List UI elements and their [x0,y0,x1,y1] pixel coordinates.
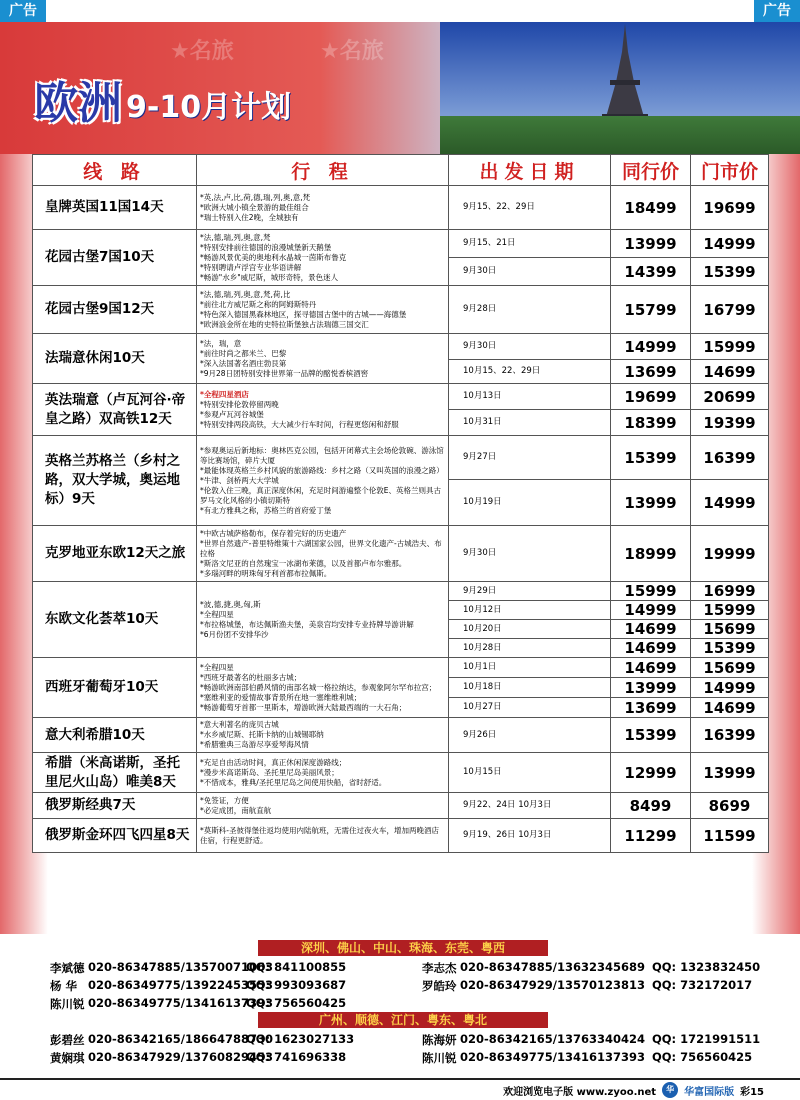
contact-qq: QQ: 756560425 [652,1050,753,1064]
feature-line: *伦敦入住三晚，真正深度休闲，充足时间游遍整个伦敦E、英格兰则具古罗马文化风格的小镇切斯特 [200,485,441,505]
feature-line: *有北方雅典之称，苏格兰的首府爱丁堡 [200,505,332,515]
departure-date: 9月15、21日 [449,230,611,258]
departure-date: 9月30日 [449,526,611,582]
route-features [197,793,449,819]
table-row [33,582,769,601]
departure-date: 10月15、22、29日 [449,360,611,384]
contact-qq: QQ: 1721991511 [652,1032,761,1046]
contact-phone: 020-86347929/13570123813 [460,978,646,992]
contact-phone: 020-86347885/13632345689 [460,960,646,974]
route-name: 东欧文化荟萃10天 [33,582,197,658]
feature-line: *免签证，方便 [200,795,249,805]
feature-line: *西班牙最著名的杜丽多古城； [200,672,302,682]
feature-line: *畅游风景优美的奥地利水晶城一茵斯布鲁克 [200,252,347,262]
hero-banner [0,22,800,154]
feature-line: *特别安排前往德国的浪漫城堡新天鹅堡 [200,242,332,252]
peer-price: 13699 [611,698,691,718]
table-row [33,230,769,258]
table-row [33,753,769,793]
peer-price: 13999 [611,230,691,258]
route-features [197,658,449,718]
feature-line: *法,德,瑞,列,奥,意,梵 [200,232,271,242]
departure-date: 9月28日 [449,286,611,334]
departure-date: 9月19、26日 10月3日 [449,819,611,853]
route-name: 花园古堡9国12天 [33,286,197,334]
route-features [197,819,449,853]
table-body [33,186,769,853]
retail-price: 19999 [691,526,769,582]
retail-price: 15399 [691,639,769,658]
feature-line: *英,法,卢,比,荷,德,瑞,列,奥,意,梵 [200,192,311,202]
table-row [33,384,769,410]
retail-price: 14699 [691,360,769,384]
retail-price: 14999 [691,678,769,698]
route-name: 西班牙葡萄牙10天 [33,658,197,718]
peer-price: 13999 [611,678,691,698]
peer-price: 18499 [611,186,691,230]
departure-date: 10月15日 [449,753,611,793]
feature-line: *6月份团不安排华沙 [200,629,269,639]
feature-line: *瑞士特别入住2晚，全城独有 [200,212,299,222]
departure-date: 10月1日 [449,658,611,678]
retail-price: 8699 [691,793,769,819]
retail-price: 15999 [691,601,769,620]
feature-line: *水乡威尼斯、托斯卡纳的山城锡耶纳 [200,730,324,739]
retail-price: 14699 [691,698,769,718]
table-row [33,436,769,480]
contact-name: 陈川锐 [422,1051,457,1065]
table-row [33,658,769,678]
table-row [33,718,769,753]
contact-phone: 020-86349775/13922453553 [88,978,274,992]
route-features [197,436,449,526]
peer-price: 15999 [611,582,691,601]
feature-line: *不惜成本，雅典/圣托里尼岛之间使用快船，省时舒适。 [200,777,387,787]
tree-line [440,116,800,154]
header-retail-price: 门市价 [691,155,769,186]
route-price-table [32,154,769,853]
feature-line: *特色深入德国黑森林地区，探寻德国古堡中的古城——海德堡 [200,309,407,319]
table-header-row [33,155,769,186]
route-name: 皇牌英国11国14天 [33,186,197,230]
contact-row [50,1032,770,1050]
contact-name: 罗皓玲 [422,979,457,993]
departure-date: 10月20日 [449,620,611,639]
contact-row [50,978,770,996]
departure-date: 10月18日 [449,678,611,698]
feature-line: *特别安排伦敦停留两晚 [200,399,279,409]
departure-date: 10月13日 [449,384,611,410]
peer-price: 19699 [611,384,691,410]
contact-phone: 020-86347885/13570071063 [88,960,274,974]
route-features [197,186,449,230]
feature-line: *欧洲大城小镇全景游的最佳组合 [200,202,309,212]
peer-price: 8499 [611,793,691,819]
departure-date: 10月27日 [449,698,611,718]
peer-price: 15399 [611,436,691,480]
retail-price: 16999 [691,582,769,601]
route-name: 英法瑞意（卢瓦河谷·帝皇之路）双高铁12天 [33,384,197,436]
table-row [33,186,769,230]
route-features [197,753,449,793]
feature-line: *牛津、剑桥两大大学城 [200,475,279,485]
contact-qq: QQ: 1323832450 [652,960,761,974]
ad-label-left: 广告 [0,0,46,22]
contact-qq: QQ: 756560425 [246,996,347,1010]
route-features [197,286,449,334]
table-row [33,793,769,819]
feature-line: *全程四星酒店 [200,389,249,399]
retail-price: 15699 [691,620,769,639]
header-departure: 出发日期 [449,155,611,186]
departure-date: 9月30日 [449,258,611,286]
feature-line: *法,德,瑞,列,奥,意,梵,荷,比 [200,289,291,299]
peer-price: 18399 [611,410,691,436]
feature-line: *塞维利亚的爱情故事背景所在地一塞维维利城； [200,692,362,702]
contact-name: 李志杰 [422,961,457,975]
page-title [34,80,291,128]
feature-line: *特别聘请卢浮宫专业华语讲解 [200,262,302,272]
route-features [197,526,449,582]
contact-qq: QQ: 993093687 [246,978,347,992]
departure-date: 9月29日 [449,582,611,601]
footer-page-number: 彩15 [740,1086,764,1098]
peer-price: 12999 [611,753,691,793]
peer-price: 13699 [611,360,691,384]
route-name: 法瑞意休闲10天 [33,334,197,384]
contact-phone: 020-86342165/13763340424 [460,1032,646,1046]
region-header: 深圳、佛山、中山、珠海、东莞、粤西 [258,940,548,956]
contact-name: 黄娴琪 [50,1051,85,1065]
departure-date: 10月12日 [449,601,611,620]
footer-website: 欢迎浏览电子版 www.zyoo.net [503,1086,657,1098]
feature-line: *必定成团，南航直航 [200,805,272,815]
departure-date: 9月22、24日 10月3日 [449,793,611,819]
retail-price: 16399 [691,718,769,753]
departure-date: 10月19日 [449,480,611,526]
contact-phone: 020-86349775/13416137393 [88,996,274,1010]
feature-line: *畅游葡萄牙首都一里斯本，增游欧洲大陆最西端的一大石角； [200,702,407,712]
retail-price: 15699 [691,658,769,678]
feature-line: *前往北方威尼斯之称的阿姆斯特丹 [200,299,317,309]
feature-line: *波,德,捷,奥,匈,斯 [200,599,261,609]
footer-info [503,1082,764,1098]
peer-price: 18999 [611,526,691,582]
header-peer-price: 同行价 [611,155,691,186]
region-header: 广州、顺德、江门、粤东、粤北 [258,1012,548,1028]
peer-price: 14699 [611,639,691,658]
feature-line: *布拉格城堡，布达佩斯渔夫堡，美泉宫均安排专业持牌导游讲解 [200,619,414,629]
table-row [33,286,769,334]
departure-date: 9月27日 [449,436,611,480]
feature-line: *特别安排两段高铁，大大减少行车时间，行程更悠闲和舒服 [200,419,399,429]
retail-price: 14999 [691,480,769,526]
retail-price: 13999 [691,753,769,793]
contact-row [50,1050,770,1068]
table-row [33,819,769,853]
footer-brand: 华富国际版 [684,1086,735,1098]
watermark-stamp: ★名旅 [320,39,384,64]
feature-line: *参观卢瓦河谷城堡 [200,409,264,419]
retail-price: 15399 [691,258,769,286]
footer [0,1078,800,1100]
feature-line: *深入法国著名酒庄勃艮第 [200,358,287,368]
contact-name: 李斌德 [50,961,85,975]
table-row [33,334,769,360]
route-name: 希腊（米高诺斯，圣托里尼火山岛）唯美8天 [33,753,197,793]
table-row [33,526,769,582]
feature-line: *漫步米高诺斯岛、圣托里尼岛美丽风景； [200,767,339,777]
peer-price: 11299 [611,819,691,853]
retail-price: 19399 [691,410,769,436]
feature-line: *希腊雅典三岛游尽享爱琴海风情 [200,740,309,749]
contact-qq: QQ: 841100855 [246,960,347,974]
feature-line: *充足自由活动时间，真正休闲深度游路线； [200,757,347,767]
peer-price: 14999 [611,334,691,360]
departure-date: 9月30日 [449,334,611,360]
peer-price: 15399 [611,718,691,753]
route-name: 克罗地亚东欧12天之旅 [33,526,197,582]
contact-name: 陈海妍 [422,1033,457,1047]
retail-price: 19699 [691,186,769,230]
watermark-stamp: ★名旅 [170,39,234,64]
contact-phone: 020-86342165/18664788730 [88,1032,274,1046]
header-itinerary: 行 程 [197,155,449,186]
title-main: 欧洲 [34,78,122,129]
peer-price: 14999 [611,601,691,620]
brand-logo-icon: 华 [662,1082,678,1098]
retail-price: 11599 [691,819,769,853]
feature-line: *前往时尚之都米兰、巴黎 [200,348,287,358]
feature-line: *中欧古城萨格勒布，保存着完好的历史遗产 [200,528,347,538]
contact-phone: 020-86349775/13416137393 [460,1050,646,1064]
route-features [197,334,449,384]
route-name: 英格兰苏格兰（乡村之路，双大学城，奥运地标）9天 [33,436,197,526]
feature-line: *全程四星 [200,662,234,672]
retail-price: 20699 [691,384,769,410]
peer-price: 14399 [611,258,691,286]
contact-phone: 020-86347929/13760829453 [88,1050,274,1064]
retail-price: 14999 [691,230,769,258]
peer-price: 13999 [611,480,691,526]
feature-line: *最能体现英格兰乡村风貌的旅游路线：乡村之路（又叫英国的浪漫之路） [200,465,444,475]
feature-line: *多瑙河畔的明珠匈牙利首都布拉佩斯。 [200,568,332,578]
feature-line: *畅游"水乡"威尼斯，城形奇特，景色迷人 [200,272,339,282]
peer-price: 14699 [611,658,691,678]
contact-row [50,960,770,978]
route-features [197,718,449,753]
route-features [197,582,449,658]
contact-name: 陈川锐 [50,997,85,1011]
feature-line: *法，瑞，意 [200,338,242,348]
route-name: 俄罗斯经典7天 [33,793,197,819]
feature-line: *欧洲浪金所在地的史特拉斯堡独占法瑞德三国交汇 [200,319,369,329]
contact-name: 彭碧丝 [50,1033,85,1047]
departure-date: 10月28日 [449,639,611,658]
feature-line: *斯洛文尼亚的自然瑰宝一冰湖布莱德，以及首都卢布尔雅那。 [200,558,407,568]
peer-price: 14699 [611,620,691,639]
footer-rule [0,1078,800,1080]
ad-label-right: 广告 [754,0,800,22]
contact-qq: QQ: 732172017 [652,978,753,992]
feature-line: *全程四星 [200,609,234,619]
retail-price: 15999 [691,334,769,360]
contact-qq: QQ: 1623027133 [246,1032,355,1046]
contact-name: 杨 华 [50,979,78,993]
route-features [197,230,449,286]
feature-line: *9月28日团特别安排世界第一品牌的酩悦香槟酒窖 [200,368,369,378]
route-name: 花园古堡7国10天 [33,230,197,286]
route-name: 俄罗斯金环四飞四星8天 [33,819,197,853]
header-route: 线 路 [33,155,197,186]
peer-price: 15799 [611,286,691,334]
retail-price: 16799 [691,286,769,334]
feature-line: *参观奥运后新地标：奥林匹克公园，包括开闭幕式主会场伦敦碗、游泳馆等比赛场馆，碎片大厦 [200,445,444,465]
departure-date: 9月15、22、29日 [449,186,611,230]
feature-line: *畅游欧洲南部伯爵风情的南部名城一格拉纳达，参观象阿尔罕布拉宫； [200,682,437,692]
feature-line: *世界自然遗产-普里特维策十六湖国家公园，世界文化遗产-古城浩夫、布拉格 [200,538,442,558]
retail-price: 16399 [691,436,769,480]
departure-date: 10月31日 [449,410,611,436]
route-name: 意大利希腊10天 [33,718,197,753]
departure-date: 9月26日 [449,718,611,753]
feature-line: *莫斯科-圣彼得堡往返均使用内陆航班，无需住过夜火车，增加两晚酒店住宿，行程更舒适。 [200,825,439,845]
contact-qq: QQ: 741696338 [246,1050,347,1064]
feature-line: *意大利著名的庞贝古城 [200,720,279,729]
title-sub: 9-10月计划 [126,90,292,125]
route-features [197,384,449,436]
